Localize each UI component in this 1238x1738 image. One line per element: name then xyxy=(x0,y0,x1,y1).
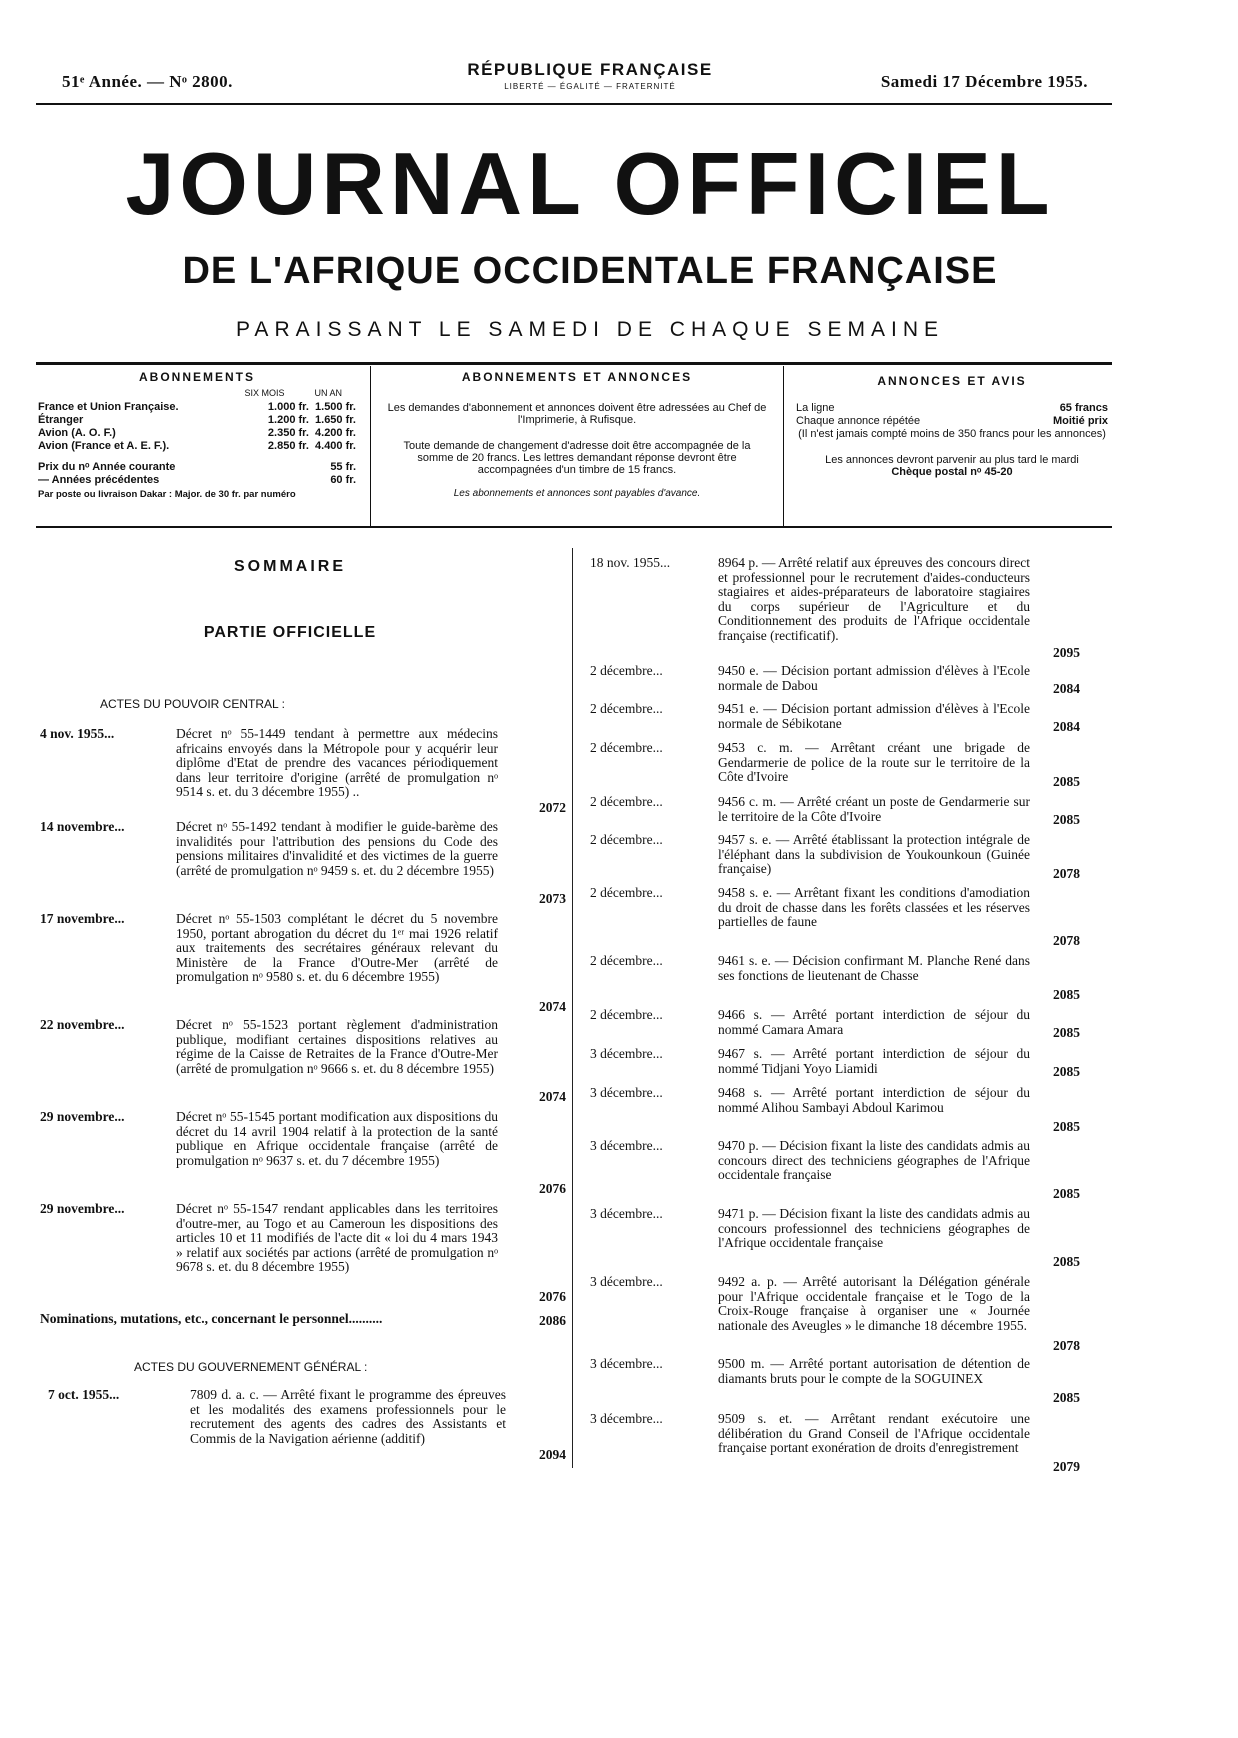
abonnements-annonces-box xyxy=(385,366,769,526)
list-item: 22 novembre... Décret nᵒ 55-1523 portant règlement d'administration publique, modifiant certaines dispositions relatives au régime de la Caisse de Retraites de la France d'Outre-Mer (arrêté de promulgation nᵒ 9666 s. et. du 8 décembre 1955) 2074 xyxy=(40,1017,566,1104)
annonces-avis-heading: ANNONCES ET AVIS xyxy=(877,374,1027,388)
box-bottom-rule xyxy=(36,526,1112,528)
list-item: 2 décembre... 9466 s. — Arrêté portant interdiction de séjour du nommé Camara Amara 2085 xyxy=(590,1007,1080,1040)
list-item: 3 décembre... 9500 m. — Arrêté portant autorisation de détention de diamants bruts pour le compte de la SOGUINEX 2085 xyxy=(590,1356,1080,1405)
poste-note: Par poste ou livraison Dakar : Major. de 30 fr. par numéro xyxy=(38,489,296,500)
issue-date: Samedi 17 Décembre 1955. xyxy=(880,72,1088,91)
list-item: 2 décembre... 9453 c. m. — Arrêtant créant une brigade de Gendarmerie de police de la route sur le territoire de la Côte d'Ivoire 2085 xyxy=(590,740,1080,789)
issue-number: 51ᵉ Année. — Nᵒ 2800. xyxy=(62,72,233,91)
list-item: 2 décembre... 9456 c. m. — Arrêté créant un poste de Gendarmerie sur le territoire de la Côte d'Ivoire 2085 xyxy=(590,794,1080,827)
list-item: 2 décembre... 9457 s. e. — Arrêté établissant la protection intégrale de l'éléphant dans la subdivision de Youkounkoun (Guinée française) 2078 xyxy=(590,832,1080,881)
republique: RÉPUBLIQUE FRANÇAISE xyxy=(467,60,713,79)
list-item: 2 décembre... 9458 s. e. — Arrêtant fixant les conditions d'amodiation du droit de chasse dans les forêts classées et les réserves partielles de faune 2078 xyxy=(590,885,1080,948)
sommaire-heading: SOMMAIRE xyxy=(234,558,346,575)
list-item: 3 décembre... 9468 s. — Arrêté portant interdiction de séjour du nommé Alihou Sambayi Abdoul Karimou 2085 xyxy=(590,1085,1080,1134)
box-top-rule xyxy=(36,362,1112,365)
box-divider-2 xyxy=(783,366,784,526)
abo-annonces-p3: Les abonnements et annonces sont payables d'avance. xyxy=(453,488,701,499)
journal-tagline: PARAISSANT LE SAMEDI DE CHAQUE SEMAINE xyxy=(235,318,944,341)
box-divider-1 xyxy=(370,366,371,526)
list-item: 3 décembre... 9470 p. — Décision fixant la liste des candidats admis au concours direct des techniciens géographes de l'Afrique occidentale française 2085 xyxy=(590,1138,1080,1201)
list-item: 4 nov. 1955... Décret nᵒ 55-1449 tendant à permettre aux médecins africains envoyés dans la Métropole pour y acquérir leur diplôme d'Etat de prendre des vacances périodiquement dans leur territoire d'origine (arrêté de promulgation nᵒ 9514 s. et. du 3 décembre 1955) .. 2072 xyxy=(40,726,566,815)
repetee-row: Chaque annonce répétée Moitié prix xyxy=(796,415,1108,427)
annonces-note: (Il n'est jamais compté moins de 350 francs pour les annonces) xyxy=(798,428,1106,440)
devise: LIBERTÉ — ÉGALITÉ — FRATERNITÉ xyxy=(504,82,676,91)
abo-annonces-p1: Les demandes d'abonnement et annonces doivent être adressées au Chef de l'Imprimerie, à Rufisque. xyxy=(387,402,767,426)
journal-subtitle: DE L'AFRIQUE OCCIDENTALE FRANÇAISE xyxy=(182,250,998,292)
abo-row: Avion (France et A. E. F.). 2.850 fr. 4.400 fr. xyxy=(38,440,356,452)
list-item: 3 décembre... 9471 p. — Décision fixant la liste des candidats admis au concours professionnel des techniciens géographes de l'Afrique occidentale française 2085 xyxy=(590,1206,1080,1269)
list-item: 3 décembre... 9467 s. — Arrêté portant interdiction de séjour du nommé Tidjani Yoyo Liamidi 2085 xyxy=(590,1046,1080,1079)
list-item: 3 décembre... 9492 a. p. — Arrêté autorisant la Délégation générale pour l'Afrique occidentale française et le Togo de la Croix-Rouge française à organiser une « Journée nationale des Aveugles » le dimanche 18 décembre 1955. 2078 xyxy=(590,1274,1080,1353)
prix-courant: Prix du nᵒ Année courante 55 fr. xyxy=(38,461,356,473)
abo-row: Avion (A. O. F.) 2.350 fr. 4.200 fr. xyxy=(38,427,356,439)
col-six-mois: SIX MOIS xyxy=(244,388,285,398)
list-item: 17 novembre... Décret nᵒ 55-1503 complétant le décret du 5 novembre 1950, portant abrogation du décret du 1ᵉʳ mai 1926 relatif aux traitements des secrétaires généraux relevant du Ministère de la France d'Outre-Mer (arrêté de promulgation nᵒ 9580 s. et. du 6 décembre 1955) 2074 xyxy=(40,911,566,1014)
prix-precedent: — Années précédentes 60 fr. xyxy=(38,474,356,486)
cheque-postal: Chèque postal nᵒ 45-20 xyxy=(891,466,1013,478)
abo-row: France et Union Française. 1.000 fr. 1.500 fr. xyxy=(38,401,356,413)
annonces-avis-box xyxy=(796,366,1108,526)
nominations-item: Nominations, mutations, etc., concernant le personnel.......... 2086 xyxy=(40,1311,566,1328)
partie-officielle-heading: PARTIE OFFICIELLE xyxy=(203,624,377,641)
col-un-an: UN AN xyxy=(314,388,342,398)
actes-central-heading: ACTES DU POUVOIR CENTRAL : xyxy=(100,697,285,711)
list-item: 7 oct. 1955... 7809 d. a. c. — Arrêté fixant le programme des épreuves et les modalités des examens professionnels pour le recrutement des agents des cadres des Assistants et Commis de la Navigation aérienne (additif) 2094 xyxy=(48,1387,566,1462)
list-item: 18 nov. 1955... 8964 p. — Arrêté relatif aux épreuves des concours direct et professionnel pour le recrutement d'aides-conducteurs stagiaires et aides-préparateurs de laboratoire stagiaires du corps supérieur de l'Agriculture et du Conditionnement des produits de l'Afrique occidentale française (rectificatif). 2095 xyxy=(590,555,1080,660)
abo-annonces-p2: Toute demande de changement d'adresse doit être accompagnée de la somme de 20 francs. Les lettres demandant réponse devront être accompagnées d'un timbre de 15 francs. xyxy=(403,440,751,476)
journal-title: JOURNAL OFFICIEL xyxy=(125,134,1055,233)
abo-row: Étranger 1.200 fr. 1.650 fr. xyxy=(38,414,356,426)
actes-gg-heading: ACTES DU GOUVERNEMENT GÉNÉRAL : xyxy=(134,1360,368,1374)
ligne-row: La ligne 65 francs xyxy=(796,402,1108,414)
list-item: 2 décembre... 9450 e. — Décision portant admission d'élèves à l'Ecole normale de Dabou 2084 xyxy=(590,663,1080,696)
list-item: 29 novembre... Décret nᵒ 55-1545 portant modification aux dispositions du décret du 14 avril 1904 relatif à la protection de la santé publique en Afrique occidentale française (arrêté de promulgation nᵒ 9637 s. et. du 7 décembre 1955) 2076 xyxy=(40,1109,566,1196)
list-item: 3 décembre... 9509 s. et. — Arrêtant rendant exécutoire une délibération du Grand Conseil de l'Afrique occidentale française portant exonération de droits d'enregistrement 2079 xyxy=(590,1411,1080,1474)
list-item: 14 novembre... Décret nᵒ 55-1492 tendant à modifier le guide-barème des invalidités pour l'attribution des pensions du Code des pensions militaires d'invalidité et des victimes de la guerre (arrêté de promulgation nᵒ 9459 s. et. du 2 décembre 1955) 2073 xyxy=(40,819,566,906)
abonnements-heading: ABONNEMENTS xyxy=(138,370,255,384)
column-separator xyxy=(572,548,573,1468)
abonnements-box xyxy=(38,366,356,526)
header-rule xyxy=(36,103,1112,105)
list-item: 2 décembre... 9451 e. — Décision portant admission d'élèves à l'Ecole normale de Sébikotane 2084 xyxy=(590,701,1080,734)
list-item: 29 novembre... Décret nᵒ 55-1547 rendant applicables dans les territoires d'outre-mer, au Togo et au Cameroun les dispositions des articles 10 et 11 modifiés de l'acte dit « loi du 4 mars 1943 » relatif aux sociétés par actions (arrêté de promulgation nᵒ 9678 s. et. du 8 décembre 1955) 2076 xyxy=(40,1201,566,1304)
annonces-delai: Les annonces devront parvenir au plus tard le mardi xyxy=(825,454,1079,466)
abo-annonces-heading: ABONNEMENTS ET ANNONCES xyxy=(461,370,693,384)
list-item: 2 décembre... 9461 s. e. — Décision confirmant M. Planche René dans ses fonctions de lieutenant de Chasse 2085 xyxy=(590,953,1080,1002)
